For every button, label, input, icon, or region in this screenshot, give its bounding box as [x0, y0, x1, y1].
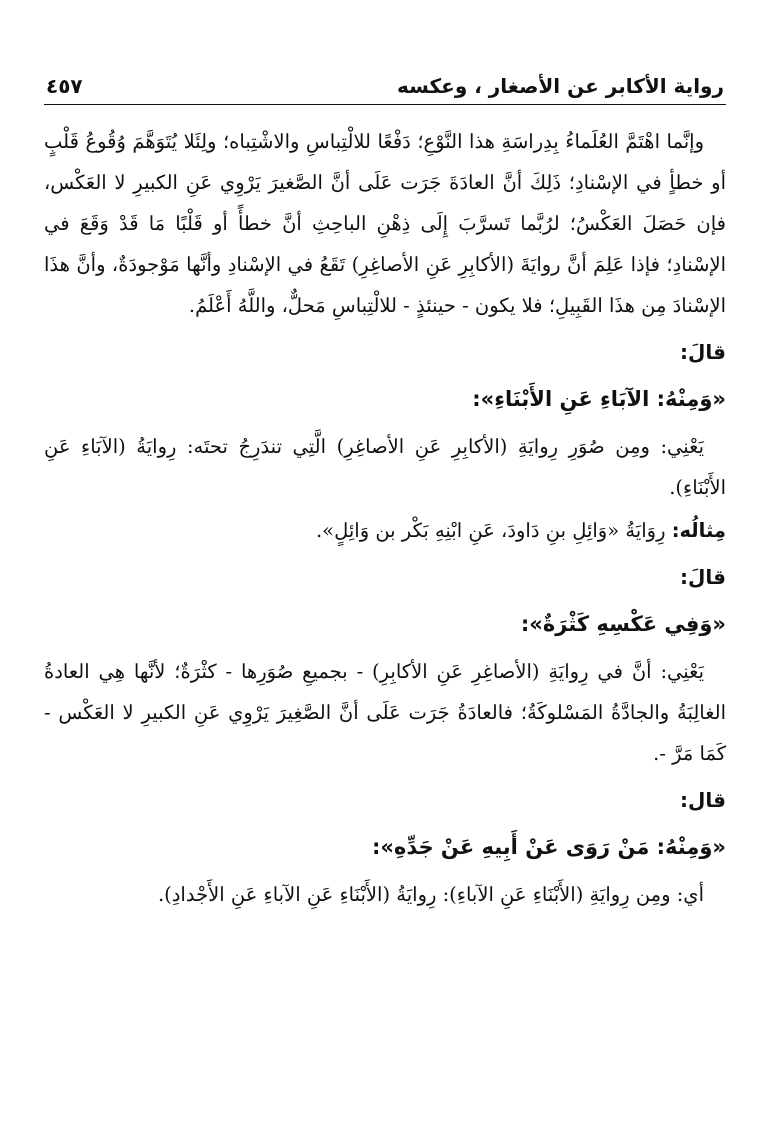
matn-quote: «وَفِي عَكْسِهِ كَثْرَةٌ»: — [520, 612, 726, 636]
matn-quote: «وَمِنْهُ: الآبَاءِ عَنِ الأَبْنَاءِ»: — [472, 387, 726, 411]
body-paragraph: يَعْنِي: أنَّ في رِوايَةِ (الأصاغِرِ عَنِ الأكابِرِ) - بجميعِ صُوَرِها - كثْرَةٌ؛ لأنَّها هِي العادةُ الغالِبَةُ والجادَّةُ المَسْلوكَةُ؛ فالعادَةُ جَرَت عَلَى أنَّ الصَّغِيرَ يَرْوِي عَنِ الكبيرِ لا العَكْس - كَمَا مَرَّ -. — [44, 660, 726, 765]
header-rule — [44, 104, 726, 105]
document-page — [44, 58, 726, 917]
example-text: رِوَايَةُ «وَائِلِ بنِ دَاودَ، عَنِ ابْنِهِ بَكْر بن وَائِلٍ». — [315, 519, 666, 542]
running-header — [44, 58, 726, 98]
qal-heading: قالَ: — [680, 565, 726, 589]
running-header-title: رواية الأكابر عن الأصغار ، وعكسه — [397, 74, 724, 98]
example-label: مِثالُه: — [671, 519, 726, 542]
body-paragraph: يَعْنِي: ومِن صُوَرِ رِوايَةِ (الأكابِرِ عَنِ الأصاغِرِ) الَّتِي تندَرِجُ تحتَه: رِوايَةُ (الآبَاءِ عَنِ الأَبْنَاءِ). — [44, 435, 726, 499]
qal-heading: قال: — [680, 788, 726, 812]
body-paragraph: أي: ومِن رِوايَةِ (الأَبْنَاءِ عَنِ الآباءِ): رِوايَةُ (الأَبْنَاءِ عَنِ الآباءِ عَنِ الأَجْدادِ). — [157, 883, 704, 906]
matn-quote: «وَمِنْهُ: مَنْ رَوَى عَنْ أَبِيهِ عَنْ جَدِّهِ»: — [372, 835, 726, 859]
qal-heading: قالَ: — [680, 340, 726, 364]
page-number: ٤٥٧ — [46, 74, 83, 98]
example-paragraph — [44, 510, 726, 551]
body-paragraph: وإنَّما اهْتَمَّ العُلَماءُ بِدِراسَةِ هذا النَّوْعِ؛ دَفْعًا للالْتِباسِ والاشْتِباه؛ ولِئَلا يُتَوَهَّمَ وُقُوعُ قَلْبٍ أو خطأٍ في الإسْنادِ؛ ذَلِكَ أنَّ العادَةَ جَرَت عَلَى أنَّ الصَّغيرَ يَرْوِي عَنِ الكبيرِ لا العَكْس، فإن حَصَلَ العَكْسُ؛ لرُبَّما تَسرَّبَ إِلَى ذِهْنِ الباحِثِ أنَّ خطأً أو قَلْبًا مَا قَدْ وَقَعَ في الإسْنادِ؛ فإذا عَلِمَ أنَّ روايَةَ (الأكابِرِ عَنِ الأصاغِرِ) تَقَعُ في الإسْنادِ وأنَّها مَوْجودَةٌ، وأنَّ هذَا الإسْنادَ مِن هذَا القَبِيلِ؛ فلا يكون - حينئذٍ - للالْتِباسِ مَحلٌّ، واللَّهُ أَعْلَمُ. — [44, 130, 726, 317]
